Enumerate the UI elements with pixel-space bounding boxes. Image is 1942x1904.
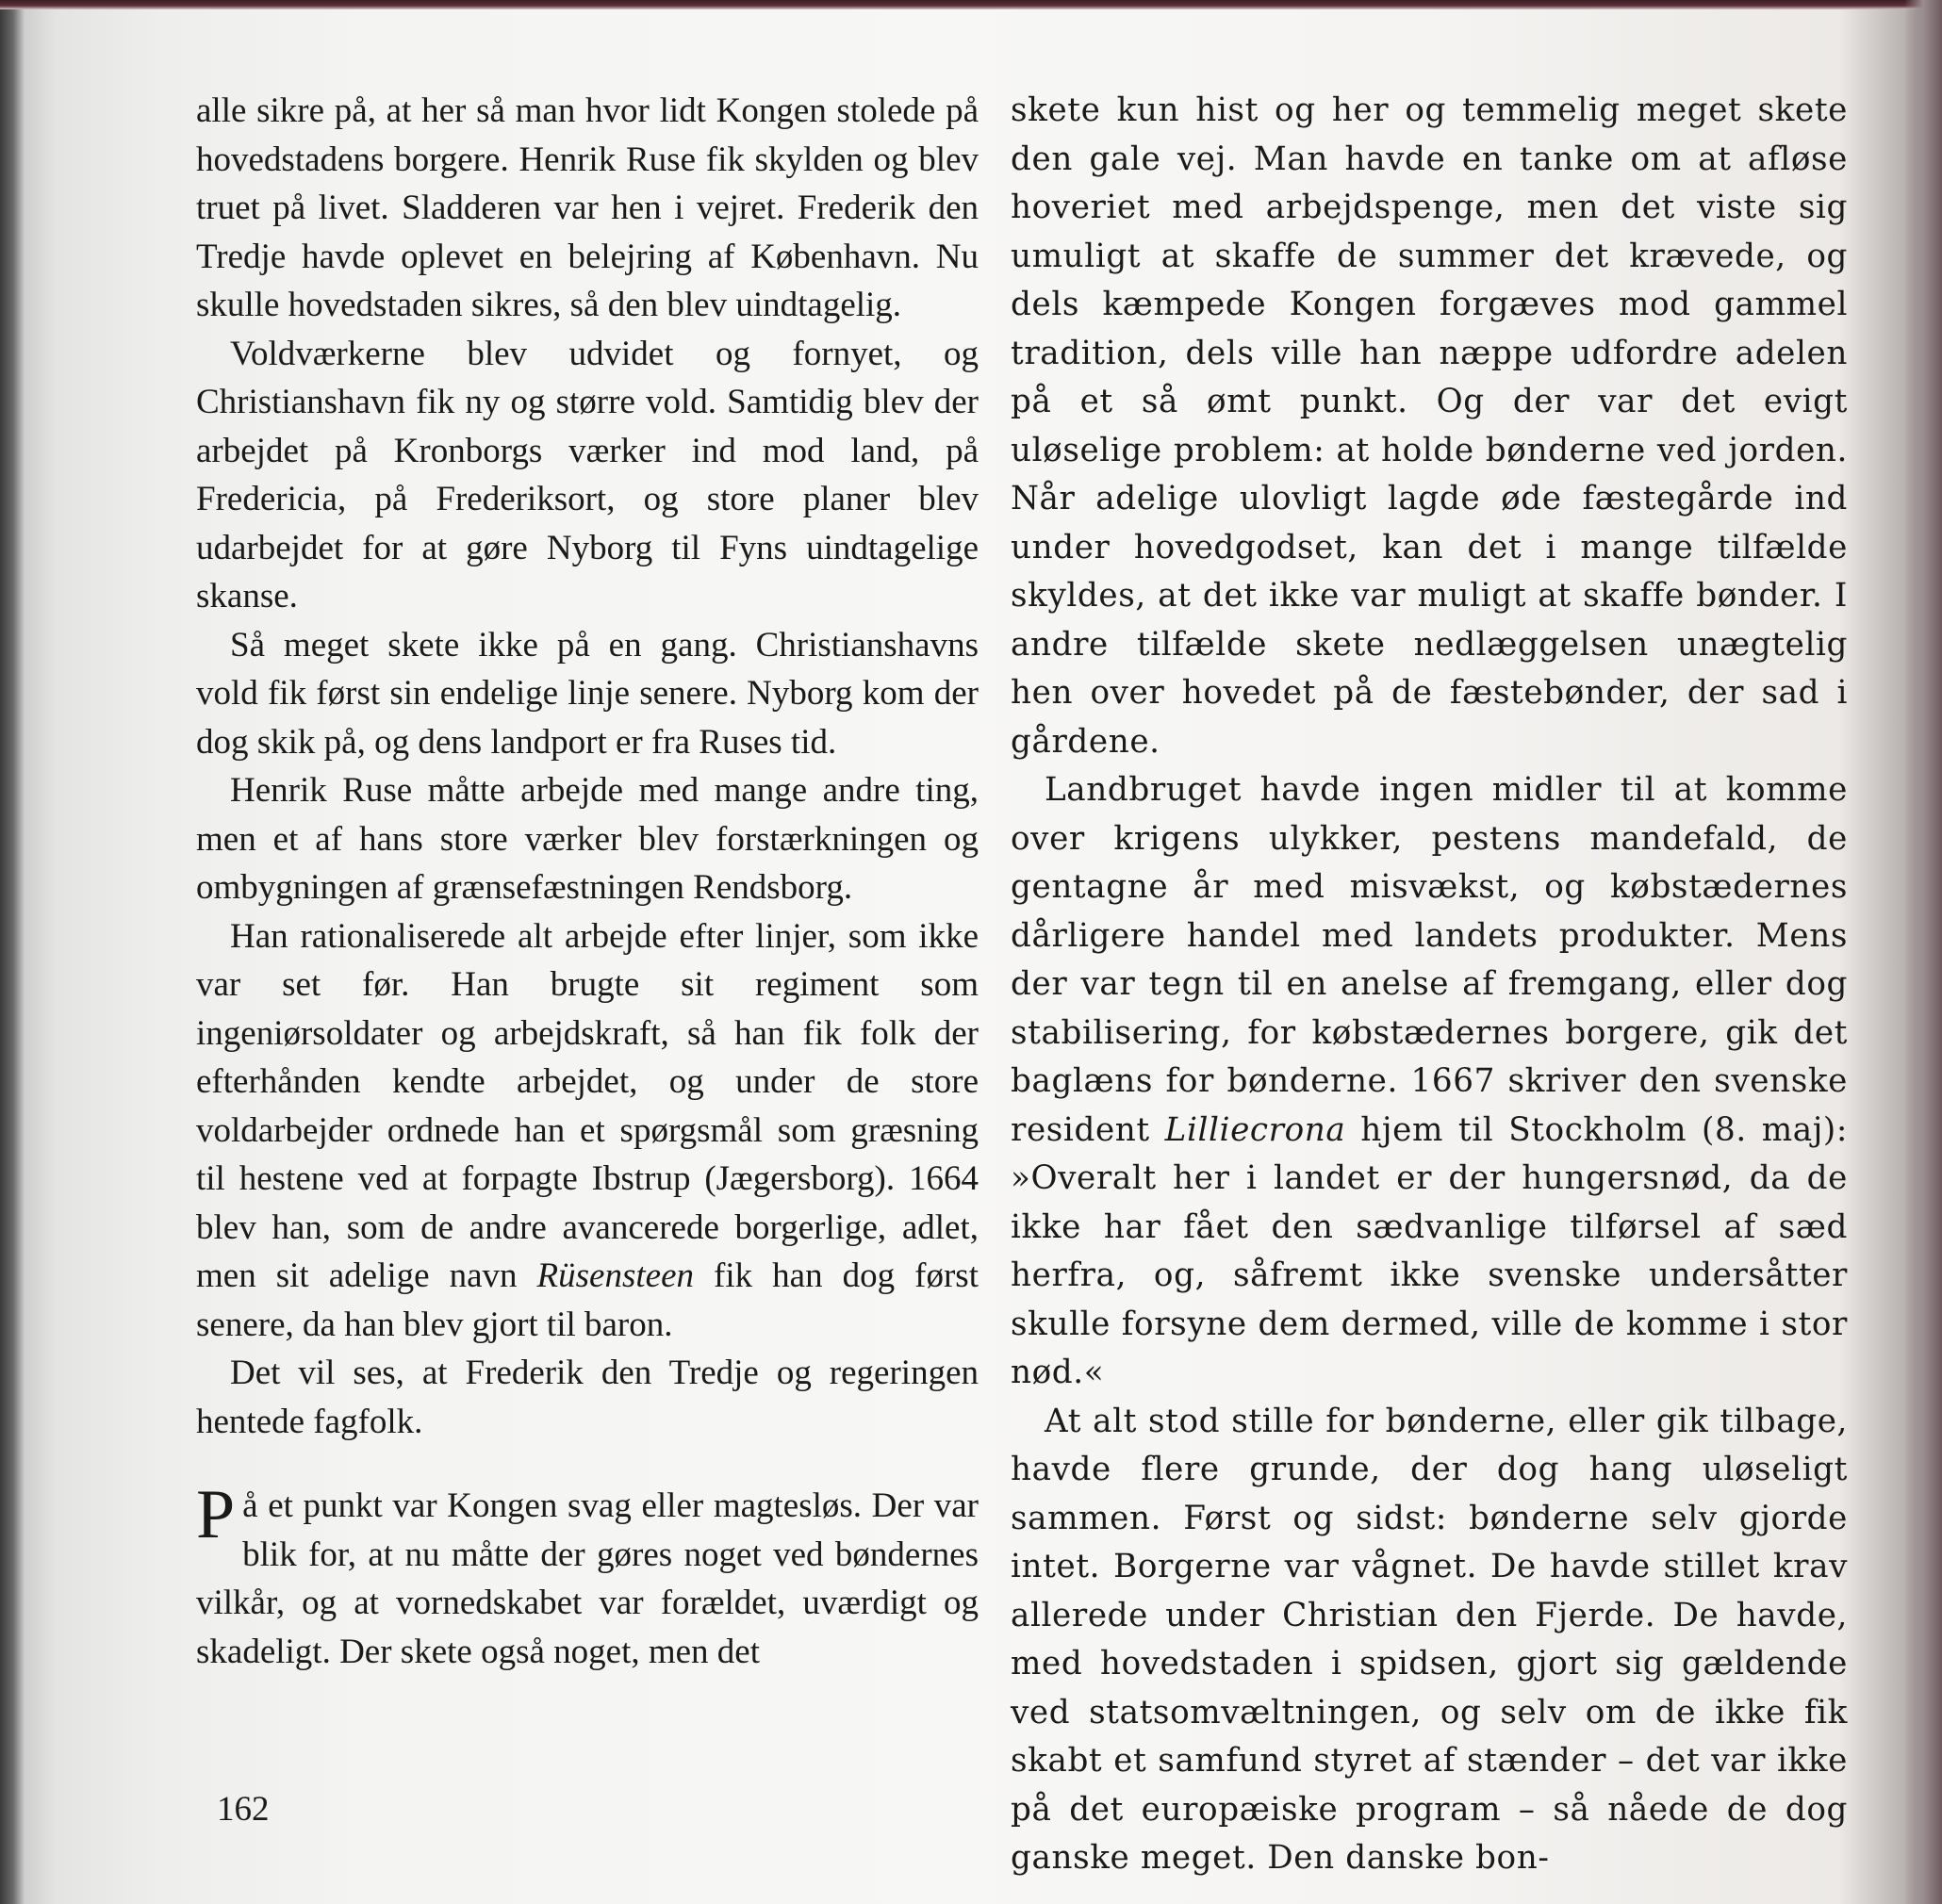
paragraph: alle sikre på, at her så man hvor lidt Kongen stolede på hovedstadens borgere. Henrik Ruse fik skylden og blev truet på livet. Sladderen var hen i vejret. Frederik den Tredje havde oplevet en belejring af København. Nu skulle hovedstaden sikres, så den blev uindtagelig. xyxy=(196,91,979,324)
paragraph: skete kun hist og her og temmelig meget skete den gale vej. Man havde en tanke om at afløse hoveriet med arbejdspenge, men det viste sig umuligt at skaffe de summer det krævede, og dels kæmpede Kongen forgæves mod gammel tradition, dels ville han næppe udfordre adelen på et så ømt punkt. Og der var det evigt uløselige problem: at holde bønderne ved jorden. Når adelige ulovligt lagde øde fæstegårde ind under hovedgodset, kan det i mange tilfælde skyldes, at det ikke var muligt at skaffe bønder. I andre tilfælde skete nedlæggelsen unægtelig hen over hovedet på de fæstebønder, der sad i gårdene. xyxy=(1011,91,1848,761)
text-run: hjem til Stockholm (8. maj): »Overalt her i landet er der hungersnød, da de ikke har fået den sædvanlige tilførsel af sæd herfra, og, såfremt ikke svenske undersåtter skulle forsyne dem dermed, ville de komme i stor nød.« xyxy=(1011,1110,1848,1391)
paragraph: Voldværkerne blev udvidet og fornyet, og Christianshavn fik ny og større vold. Samtidig blev der arbejdet på Kronborgs værker ind mod land, på Fredericia, på Frederiksort, og store planer blev udarbejdet for at gøre Nyborg til Fyns uindtagelige skanse. xyxy=(196,334,979,616)
left-column xyxy=(196,87,979,1676)
paragraph: Så meget skete ikke på en gang. Christianshavns vold fik først sin endelige linje senere. Nyborg kom der dog skik på, og dens landport er fra Ruses tid. xyxy=(196,625,979,762)
paragraph: Henrik Ruse måtte arbejde med mange andre ting, men et af hans store værker blev forstærkningen og ombygningen af grænsefæstningen Rendsborg. xyxy=(196,771,979,907)
paragraph: Det vil ses, at Frederik den Tredje og regeringen hentede fagfolk. xyxy=(196,1354,979,1441)
right-column xyxy=(1011,87,1848,1883)
paragraph xyxy=(196,912,979,1350)
italic-name: Rüsensteen xyxy=(536,1256,694,1295)
text-run: Landbruget havde ingen midler til at komme over krigens ulykker, pestens mandefald, de gentagne år med misvækst, og købstædernes dårligere handel med landets produkter. Mens der var tegn til en anelse af fremgang, eller dog stabilisering, for købstædernes borgere, gik det baglæns for bønderne. 1667 skriver den svenske resident xyxy=(1011,771,1848,1149)
paragraph: At alt stod stille for bønderne, eller gik tilbage, havde flere grunde, der dog hang uløseligt sammen. Først og sidst: bønderne selv gjorde intet. Borgerne var vågnet. De havde stillet krav allerede under Christian den Fjerde. De havde, med hovedstaden i spidsen, gjort sig gældende ved statsomvæltningen, og selv om de ikke fik skabt et samfund styret af stænder – det var ikke på det europæiske program – så nåede de dog ganske meget. Den danske bon- xyxy=(1011,1402,1848,1877)
page-edge-shadow xyxy=(1904,0,1942,1904)
section-start-paragraph xyxy=(196,1476,979,1676)
text-run: fik han dog først senere, da han blev gjort til baron. xyxy=(196,1256,979,1344)
paragraph xyxy=(1011,766,1848,1398)
text-run: å et punkt var Kongen svag eller magtesløs. Der var blik for, at nu måtte der gøres noget ved bøndernes vilkår, og at vornedskabet var forældet, uværdigt og skadeligt. Der skete også noget, men det xyxy=(196,1486,979,1671)
drop-cap: P xyxy=(196,1476,236,1553)
italic-name: Lilliecrona xyxy=(1164,1110,1346,1149)
page-number: 162 xyxy=(217,1790,270,1829)
text-run: Han rationaliserede alt arbejde efter linjer, som ikke var set før. Han brugte sit regiment som ingeniørsoldater og arbejdskraft, så han fik folk der efterhånden kendte arbejdet, og under de store voldarbejder ordnede han et spørgsmål som græsning til hestene ved at forpagte Ibstrup (Jægersborg). 1664 blev han, som de andre avancerede borgerlige, adlet, men sit adelige navn xyxy=(196,916,979,1295)
book-cover-edge xyxy=(0,0,1942,9)
